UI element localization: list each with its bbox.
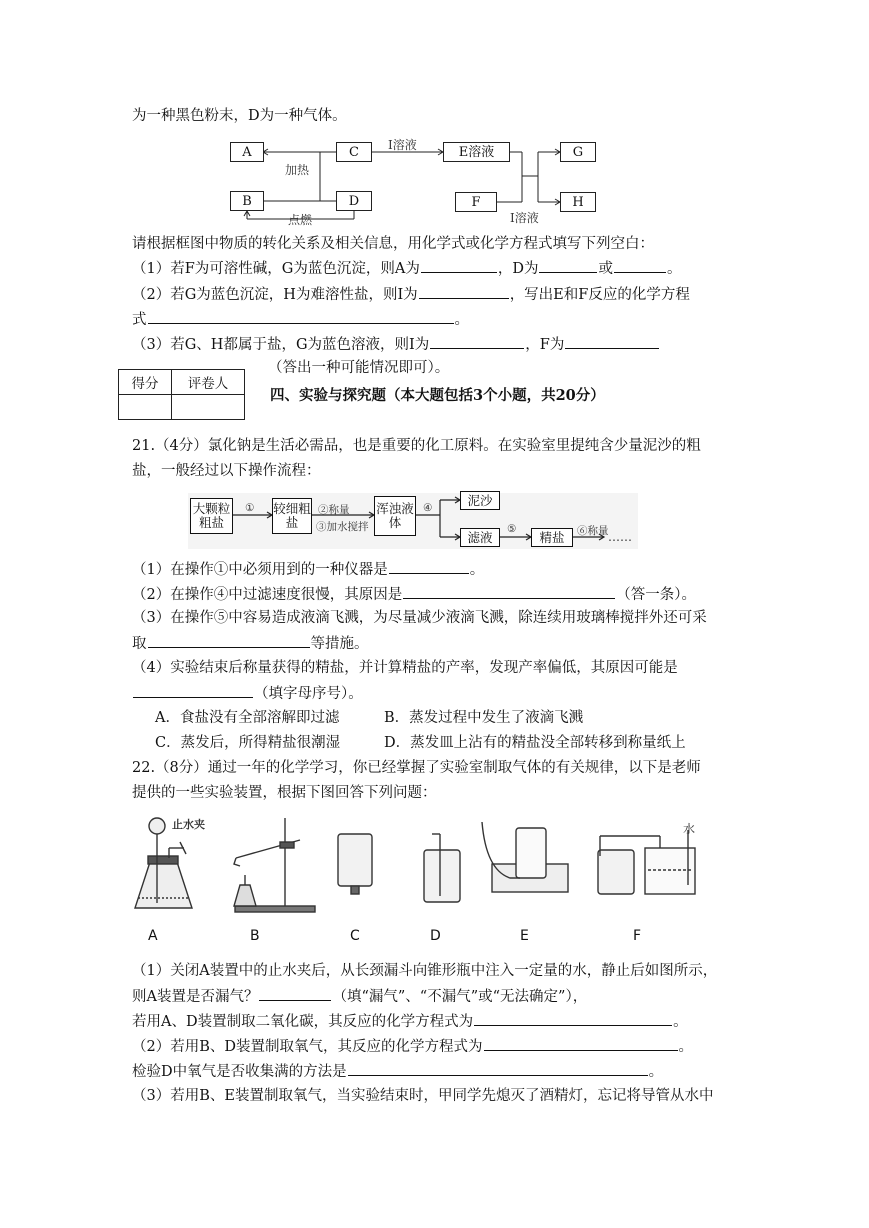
q22-p1-text-b: 则A装置是否漏气？ xyxy=(132,989,259,1005)
box-h: H xyxy=(560,192,596,212)
box-a: A xyxy=(230,142,264,162)
q21-part4: （4）实验结束后称量获得的精盐，并计算精盐的产率，发现产率偏低，其原因可能是 xyxy=(132,660,678,676)
score-header: 得分 xyxy=(119,370,172,395)
q22-p1-text-d: 若用A、D装置制取二氧化碳，其反应的化学方程式为 xyxy=(132,1014,474,1030)
answer-blank[interactable] xyxy=(484,1036,678,1051)
option-c: C．蒸发后，所得精盐很潮湿 xyxy=(155,735,341,751)
instructions: 请根据框图中物质的转化关系及相关信息，用化学式或化学方程式填写下列空白： xyxy=(132,236,654,252)
step-6-label: ⑥称量 xyxy=(577,525,609,537)
q21-p2-text-b: （答一条）。 xyxy=(616,587,696,603)
q20-p2-text-d: 。 xyxy=(454,312,469,328)
q22-intro-2: 提供的一些实验装置，根据下图回答下列问题： xyxy=(132,785,437,801)
apparatus-label-e: E xyxy=(520,928,529,944)
ignite-label: 点燃 xyxy=(288,213,313,227)
q21-p3-text-b: 取 xyxy=(132,636,147,652)
q22-p2-text-c: 检验D中氧气是否收集满的方法是 xyxy=(132,1064,347,1080)
option-b: B．蒸发过程中发生了液滴飞溅 xyxy=(384,710,584,726)
flow-box-sediment: 泥沙 xyxy=(460,491,500,510)
q20-p1-text-b: ，D为 xyxy=(497,261,539,277)
step-4-label: ④ xyxy=(423,502,433,514)
q21-p1-text-b: 。 xyxy=(469,562,485,578)
water-label: 水 xyxy=(683,822,696,836)
q22-part1: （1）关闭A装置中的止水夹后，从长颈漏斗向锥形瓶中注入一定量的水，静止后如图所示， xyxy=(132,963,718,979)
q22-part2 xyxy=(132,1036,693,1057)
q22-p2-text-b: 。 xyxy=(678,1039,694,1055)
flow-box-refined-salt: 精盐 xyxy=(531,528,573,547)
q22-part1-cont xyxy=(132,986,587,1007)
option-d: D．蒸发皿上沾有的精盐没全部转移到称量纸上 xyxy=(384,735,686,751)
box-f: F xyxy=(455,192,497,212)
step-1-label: ① xyxy=(245,502,255,514)
flow-box-coarse-salt: 大颗粒粗盐 xyxy=(190,498,233,534)
q21-p4-text-b: （填字母序号）。 xyxy=(254,686,363,702)
apparatus-label-d: D xyxy=(430,928,441,944)
q20-p1-text-a: （1）若F为可溶性碱，G为蓝色沉淀，则A为 xyxy=(132,261,420,277)
q22-part3: （3）若用B、E装置制取氧气，当实验结束时，甲同学先熄灭了酒精灯，忘记将导管从水中 xyxy=(132,1088,714,1104)
q20-p2-text-b: ，写出E和F反应的化学方程 xyxy=(509,287,690,303)
q22-p2-text-d: 。 xyxy=(648,1064,664,1080)
q22-p2-text-a: （2）若用B、D装置制取氧气，其反应的化学方程式为 xyxy=(132,1039,483,1055)
q22-part1-equation xyxy=(132,1011,688,1032)
box-e: E溶液 xyxy=(443,142,510,162)
box-g: G xyxy=(560,142,596,162)
q22-intro-1: 22.（8分）通过一年的化学学习，你已经掌握了实验室制取气体的有关规律，以下是老师 xyxy=(132,760,701,776)
apparatus-label-f: F xyxy=(633,928,642,944)
flow-box-filtrate: 滤液 xyxy=(460,528,500,547)
answer-blank[interactable] xyxy=(474,1011,672,1026)
q22-p1-text-e: 。 xyxy=(673,1014,688,1030)
answer-blank[interactable] xyxy=(348,1061,648,1076)
step-5-label: ⑤ xyxy=(507,523,517,535)
q20-p1-text-d: 。 xyxy=(666,261,682,277)
intro-line: 为一种黑色粉末，D为一种气体。 xyxy=(132,108,347,124)
box-b: B xyxy=(230,191,264,211)
q21-p1-text-a: （1）在操作①中必须用到的一种仪器是 xyxy=(132,562,388,578)
option-a: A．食盐没有全部溶解即过滤 xyxy=(155,710,340,726)
q20-p1-text-c: 或 xyxy=(598,261,613,277)
flow-box-turbid-liquid: 浑浊液体 xyxy=(374,496,416,536)
i-solution-label-1: I溶液 xyxy=(388,138,417,152)
q20-part3-note: （答出一种可能情况即可）。 xyxy=(268,360,450,376)
box-d: D xyxy=(336,191,372,211)
flow-box-fine-salt: 较细粗盐 xyxy=(272,498,312,534)
q20-p2-text-c: 式 xyxy=(132,312,147,328)
grader-header: 评卷人 xyxy=(172,370,245,395)
apparatus-label-a: A xyxy=(148,928,158,944)
section-4-heading: 四、实验与探究题（本大题包括3个小题，共20分） xyxy=(270,387,605,404)
apparatus-label-c: C xyxy=(350,928,360,944)
answer-blank[interactable] xyxy=(259,986,331,1001)
q21-p3-text-c: 等措施。 xyxy=(310,636,369,652)
flow-dots: …… xyxy=(608,530,632,544)
step-3-label: ③加水搅拌 xyxy=(316,521,369,533)
q20-p3-text-b: ，F为 xyxy=(525,337,565,353)
q21-part3: （3）在操作⑤中容易造成液滴飞溅，为尽量减少液滴飞溅，除连续用玻璃棒搅拌外还可采 xyxy=(132,610,707,626)
q22-part2-cont xyxy=(132,1061,663,1082)
q21-intro-2: 盐，一般经过以下操作流程： xyxy=(132,463,321,479)
i-solution-label-2: I溶液 xyxy=(510,211,539,225)
step-2-label: ②称量 xyxy=(318,504,350,516)
q22-p1-text-c: （填“漏气”、“不漏气”或“无法确定”）， xyxy=(332,989,588,1005)
q20-p3-text-a: （3）若G、H都属于盐，G为蓝色溶液，则I为 xyxy=(132,337,430,353)
q21-p2-text-a: （2）在操作④中过滤速度很慢，其原因是 xyxy=(132,587,403,603)
q20-p2-text-a: （2）若G为蓝色沉淀，H为难溶性盐，则I为 xyxy=(132,287,418,303)
clip-label: 止水夹 xyxy=(172,818,205,831)
q21-intro-1: 21.（4分）氯化钠是生活必需品，也是重要的化工原料。在实验室里提纯含少量泥沙的粗 xyxy=(132,438,701,454)
heat-label: 加热 xyxy=(285,163,310,177)
box-c: C xyxy=(336,142,372,162)
apparatus-label-b: B xyxy=(250,928,260,944)
